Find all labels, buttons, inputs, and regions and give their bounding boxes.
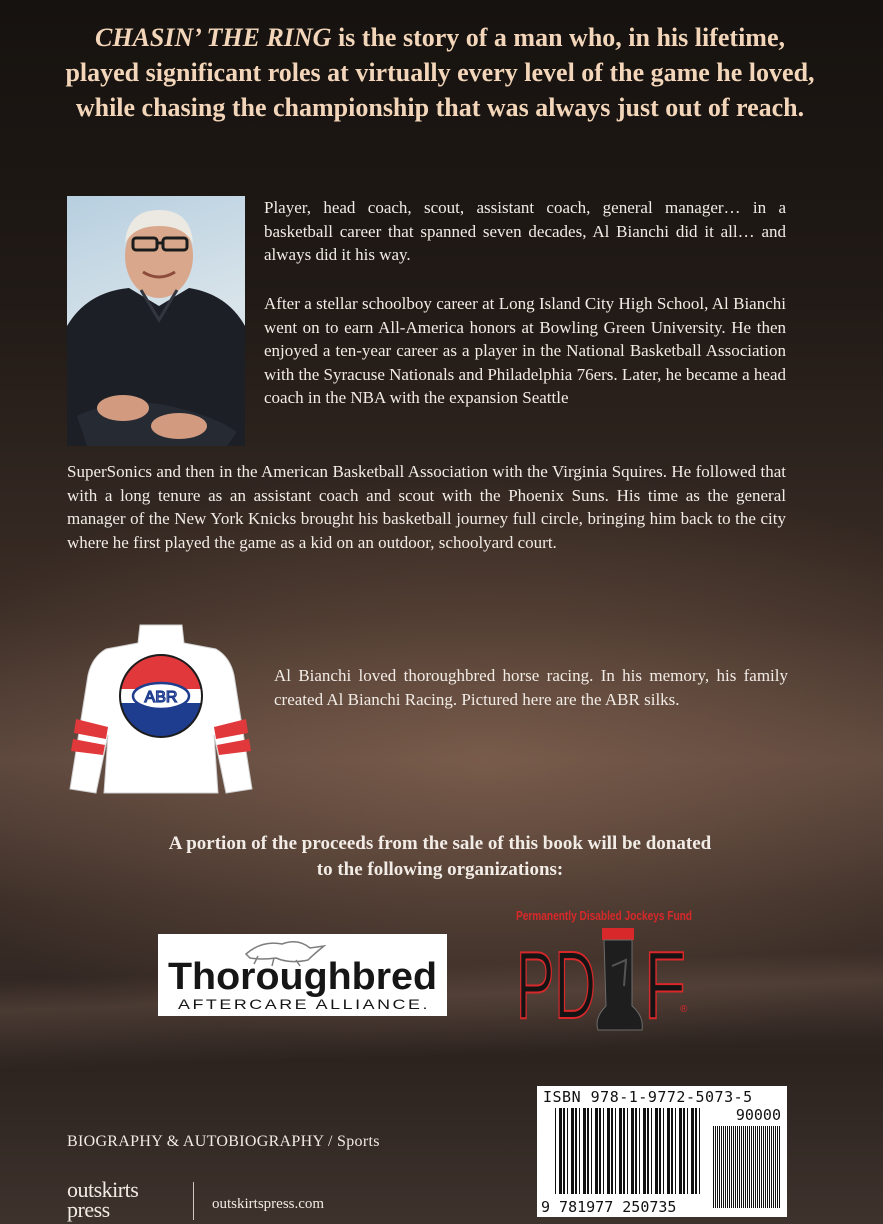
barcode-bar (773, 1126, 774, 1208)
barcode-bar (715, 1126, 716, 1208)
barcode-bar (667, 1108, 670, 1194)
barcode-addon-bars (713, 1126, 780, 1208)
taa-sub-text: AFTERCARE ALLIANCE. (178, 996, 430, 1012)
barcode-bar (575, 1108, 577, 1194)
book-category: BIOGRAPHY & AUTOBIOGRAPHY / Sports (67, 1133, 380, 1150)
barcode-bar (727, 1126, 728, 1208)
pdjf-logo (514, 906, 694, 1046)
back-cover-tagline (60, 20, 820, 125)
barcode-bar (627, 1108, 628, 1194)
barcode-bar (631, 1108, 634, 1194)
barcode-bar (679, 1108, 682, 1194)
barcode-bar (747, 1126, 748, 1208)
barcode-bar (595, 1108, 598, 1194)
barcode-bar (695, 1108, 697, 1194)
barcode-bar (775, 1126, 776, 1208)
bio-paragraph-1 (264, 196, 786, 267)
barcode-bar (763, 1126, 764, 1208)
tagline-text: is the story of a man who, in his lifetime, played significant roles at virtually every level of the game he loved, while chasing the championship that was always just out of reach. (65, 23, 815, 122)
barcode-bar (717, 1126, 718, 1208)
jockey-boot-icon (597, 928, 642, 1030)
barcode-bar (583, 1108, 586, 1194)
barcode-bar (769, 1126, 770, 1208)
barcode-bar (587, 1108, 589, 1194)
barcode-bar (579, 1108, 580, 1194)
barcode-bar (737, 1126, 738, 1208)
proceeds-line-2: to the following organizations: (316, 859, 564, 880)
barcode-bar (635, 1108, 637, 1194)
pdjf-letters-pd: PD (516, 932, 596, 1039)
barcode-bar (555, 1108, 556, 1194)
bio-paragraph-2-bottom (67, 460, 786, 554)
thoroughbred-aftercare-alliance-logo (158, 934, 447, 1016)
barcode-bar (699, 1108, 700, 1194)
barcode-bar (719, 1126, 720, 1208)
barcode-bar (771, 1126, 772, 1208)
barcode-bar (655, 1108, 658, 1194)
publisher-name-line-2: press (67, 1197, 110, 1222)
isbn-barcode (537, 1086, 787, 1217)
barcode-bar (743, 1126, 744, 1208)
barcode-bar (603, 1108, 604, 1194)
barcode-bar (749, 1126, 750, 1208)
barcode-bar (761, 1126, 762, 1208)
bio-paragraph-2-top (264, 292, 786, 410)
barcode-bar (729, 1126, 730, 1208)
barcode-bar (591, 1108, 592, 1194)
silks-caption: Al Bianchi loved thoroughbred horse racing. In his memory, his family created Al Bianchi Racing. Pictured here are the ABR silks. (274, 666, 788, 709)
barcode-bar (755, 1126, 756, 1208)
barcode-bar (663, 1108, 664, 1194)
barcode-bar (563, 1108, 565, 1194)
barcode-bar (741, 1126, 742, 1208)
book-title: CHASIN’ THE RING (95, 23, 332, 52)
bio-paragraph-1-text: Player, head coach, scout, assistant coach, general manager… in a basketball career that spanned seven decades, Al Bianchi did it all… and always did it his way. (264, 198, 786, 264)
bio-paragraph-2-bottom-text: SuperSonics and then in the American Basketball Association with the Virginia Squires. He followed that with a long tenure as an assistant coach and scout with the Phoenix Suns. His time as the general manager of the New York Knicks brought his basketball journey full circle, bringing him back to the city where he first played the game as a kid on an outdoor, schoolyard court. (67, 462, 786, 552)
barcode-bar (751, 1126, 752, 1208)
barcode-bar (615, 1108, 616, 1194)
barcode-bar (611, 1108, 613, 1194)
author-photo (67, 196, 245, 446)
barcode-bar (735, 1126, 736, 1208)
proceeds-note (100, 831, 780, 883)
taa-main-text: Thoroughbred (168, 956, 437, 998)
barcode-bar (745, 1126, 746, 1208)
publisher-divider (193, 1182, 194, 1220)
barcode-bar (647, 1108, 649, 1194)
barcode-bar (779, 1126, 780, 1208)
barcode-bar (559, 1108, 562, 1194)
barcode-bar (691, 1108, 694, 1194)
pdjf-name: Permanently Disabled Jockeys Fund (516, 909, 692, 923)
barcode-bar (599, 1108, 601, 1194)
barcode-bar (739, 1126, 740, 1208)
barcode-bar (659, 1108, 661, 1194)
barcode-bar (643, 1108, 646, 1194)
isbn-text: ISBN 978-1-9772-5073-5 (543, 1088, 753, 1106)
barcode-bar (687, 1108, 688, 1194)
barcode-bar (571, 1108, 574, 1194)
barcode-bar (713, 1126, 714, 1208)
abr-silks-illustration (68, 623, 254, 795)
barcode-bar (733, 1126, 734, 1208)
barcode-bar (777, 1126, 778, 1208)
barcode-bar (765, 1126, 766, 1208)
price-code: 90000 (735, 1106, 781, 1124)
barcode-bar (759, 1126, 760, 1208)
barcode-bar (721, 1126, 722, 1208)
bio-paragraph-2-top-text: After a stellar schoolboy career at Long Island City High School, Al Bianchi went on to earn All-America honors at Bowling Green University. He then enjoyed a ten-year career as a player in the National Basketball Association with the Syracuse Nationals and Philadelphia 76ers. Later, he became a head coach in the NBA with the expansion Seattle (264, 294, 786, 407)
barcode-bar (767, 1126, 768, 1208)
barcode-bar (683, 1108, 685, 1194)
publisher-name-line-1: outskirts (67, 1177, 139, 1202)
barcode-bar (731, 1126, 732, 1208)
barcode-bar (675, 1108, 676, 1194)
abr-logo-text: ABR (144, 689, 178, 706)
barcode-bar (651, 1108, 652, 1194)
barcode-bar (619, 1108, 622, 1194)
barcode-bars (555, 1108, 700, 1194)
publisher-website: outskirtspress.com (212, 1196, 325, 1212)
barcode-bar (723, 1126, 724, 1208)
barcode-digits: 9 781977 250735 (541, 1198, 677, 1216)
barcode-bar (623, 1108, 625, 1194)
publisher-logo (67, 1177, 181, 1224)
barcode-bar (639, 1108, 640, 1194)
barcode-bar (607, 1108, 610, 1194)
barcode-bar (567, 1108, 568, 1194)
barcode-bar (725, 1126, 726, 1208)
pdjf-registered-mark: ® (680, 1004, 688, 1015)
barcode-bar (757, 1126, 758, 1208)
barcode-bar (753, 1126, 754, 1208)
proceeds-line-1: A portion of the proceeds from the sale of this book will be donated (168, 833, 712, 854)
barcode-bar (671, 1108, 673, 1194)
pdjf-letter-f: F (644, 932, 686, 1039)
